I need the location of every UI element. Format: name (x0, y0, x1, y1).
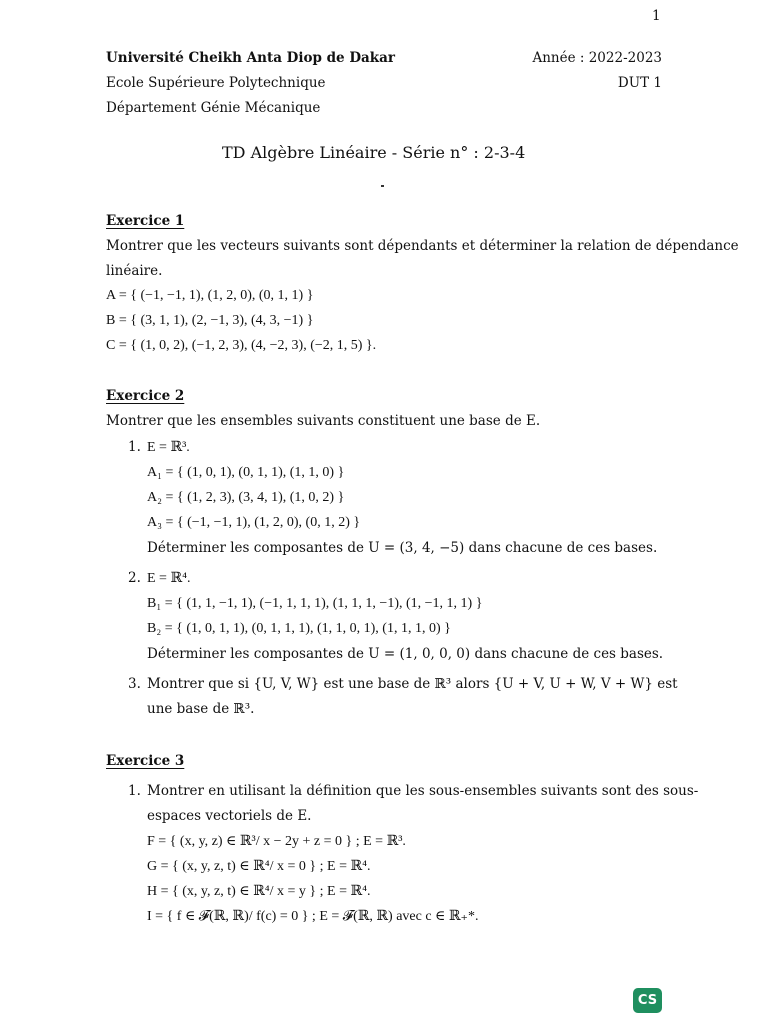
subset-i: I = { f ∈ 𝓕(ℝ, ℝ)/ f(c) = 0 } ; E = 𝓕(ℝ, ℝ) avec c ∈ ℝ₊*. (147, 909, 479, 924)
separator-dot (381, 185, 384, 187)
exercise-1-heading: Exercice 1 (106, 213, 185, 229)
set-c: C = { (1, 0, 2), (−1, 2, 3), (4, −2, 3), (−2, 1, 5) }. (106, 338, 377, 353)
university-name: Université Cheikh Anta Diop de Dakar (106, 50, 396, 66)
set-a: A = { (−1, −1, 1), (1, 2, 0), (0, 1, 1) } (106, 288, 314, 303)
basis-a1: A₁ = { (1, 0, 1), (0, 1, 1), (1, 1, 0) } (147, 465, 345, 480)
item-number: 1. (128, 439, 141, 455)
page-number: 1 (652, 8, 661, 24)
set-b: B = { (3, 1, 1), (2, −1, 3), (4, 3, −1) } (106, 313, 314, 328)
basis-b1: B₁ = { (1, 1, −1, 1), (−1, 1, 1, 1), (1, 1, 1, −1), (1, −1, 1, 1) } (147, 596, 483, 611)
basis-a3: A₃ = { (−1, −1, 1), (1, 2, 0), (0, 1, 2) } (147, 515, 361, 530)
subset-f: F = { (x, y, z) ∈ ℝ³/ x − 2y + z = 0 } ; E = ℝ³. (147, 834, 406, 849)
item-number: 3. (128, 676, 141, 692)
basis-proof-question-cont: une base de ℝ³. (147, 701, 255, 717)
basis-a2: A₂ = { (1, 2, 3), (3, 4, 1), (1, 0, 2) } (147, 490, 345, 505)
space-r4: E = ℝ⁴. (147, 571, 191, 586)
exercise-1-intro-cont: linéaire. (106, 263, 163, 279)
components-question-1: Déterminer les composantes de U = (3, 4, −5) dans chacune de ces bases. (147, 540, 658, 556)
camscanner-logo: CS (633, 988, 662, 1013)
department-name: Département Génie Mécanique (106, 100, 321, 116)
item-number: 1. (128, 783, 141, 799)
academic-year: Année : 2022-2023 (532, 50, 662, 66)
subset-g: G = { (x, y, z, t) ∈ ℝ⁴/ x = 0 } ; E = ℝ⁴. (147, 859, 371, 874)
level: DUT 1 (617, 75, 662, 91)
exercise-2-heading: Exercice 2 (106, 388, 185, 404)
subspace-question: Montrer en utilisant la définition que les sous-ensembles suivants sont des sous- (147, 783, 699, 799)
school-name: Ecole Supérieure Polytechnique (106, 75, 326, 91)
exercise-1-intro: Montrer que les vecteurs suivants sont dépendants et déterminer la relation de dépendance (106, 238, 739, 254)
exercise-2-intro: Montrer que les ensembles suivants constituent une base de E. (106, 413, 541, 429)
page-title: TD Algèbre Linéaire - Série n° : 2-3-4 (222, 143, 526, 162)
components-question-2: Déterminer les composantes de U = (1, 0, 0, 0) dans chacune de ces bases. (147, 646, 664, 662)
subset-h: H = { (x, y, z, t) ∈ ℝ⁴/ x = y } ; E = ℝ⁴. (147, 884, 371, 899)
item-number: 2. (128, 570, 141, 586)
exercise-3-heading: Exercice 3 (106, 753, 185, 769)
basis-proof-question: Montrer que si {U, V, W} est une base de ℝ³ alors {U + V, U + W, V + W} est (147, 676, 678, 692)
subspace-question-cont: espaces vectoriels de E. (147, 808, 312, 824)
basis-b2: B₂ = { (1, 0, 1, 1), (0, 1, 1, 1), (1, 1, 0, 1), (1, 1, 1, 0) } (147, 621, 451, 636)
space-r3: E = ℝ³. (147, 440, 190, 455)
